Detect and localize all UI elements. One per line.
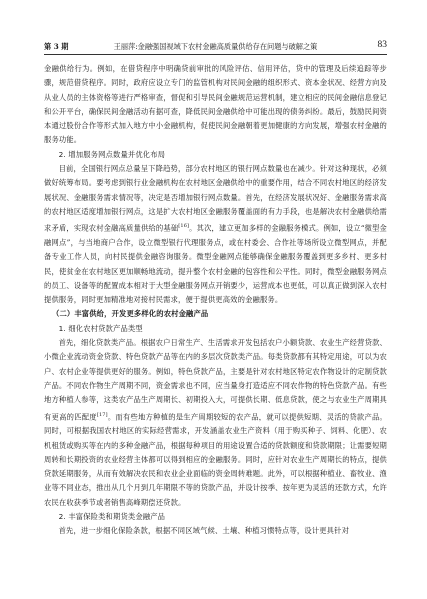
paragraph (44, 336, 387, 510)
paragraph-text: 目前，全国银行网点总量呈下降趋势，部分农村地区的银行网点数量也在减少。针对这种现状，必须做好统筹布局。要考虑到银行业金融机构在农村地区金融供给中的重要作用，结合不同农村地区的经济发展状况、金融服务需求情况等，决定是否增加银行网点数量。首先，在经济发展状况好、金融服务需求高的农村地区适度增加银行网点，这是扩大农村地区金融服务覆盖面的有力手段，也是解决农村金融供给需求矛盾，实现农村金融高质量供给的基础 (44, 164, 387, 233)
paragraph: 首先，进一步细化保险条款，根据不同区域气候、土壤、种植习惯特点等，设计更具针对 (58, 526, 350, 536)
article-body (44, 62, 387, 539)
section-heading: （二）丰富供给，开发更多样化的农村金融产品 (52, 309, 209, 319)
citation-ref: [16] (178, 223, 190, 230)
paragraph: 金融供给行为。例如，在借贷程序中明确贷前审批的风险评估、信用评估，贷中的管理及后续追踪等步骤，规范借贷程序。同时，政府应设立专门的监管机构对民间金融的组织形式、资本金状况、经营方向及从业人员的主体资格等进行严格审查，督促和引导民间金融规范运营机制，建立相应的民间金融信息登记和公开平台，确保民间金融活动有据可查，降低民间金融供给中可能出现的债务纠纷。最后，鼓励民间资本通过股份合作等形式加入地方中小金融机构，促使民间金融朝着更加健康的方向发展，增强农村金融的服务功能。 (44, 64, 387, 145)
issue-number: 第 3 期 (44, 42, 69, 51)
citation-ref: [17] (96, 411, 108, 418)
paragraph-text: 。而有些地方种植的是生产周期较短的农产品，就可以提供短期、灵活的贷款产品。同时，可根据我国农村地区的实际经营需求，开发涵盖农业生产资料（用于购买种子、饲料、化肥）、农机租赁或购买等在内的多种金融产品，根据每种项目的用途设置合适的贷款额度和贷款期限；让需要短期周转和长期投资的农业经营主体都可以得到相应的金融服务。同时，应针对农业生产周期长的特点，提供贷款延期服务，从而有效解决农民和农业企业面临的资金周转难题。此外，可以根据种植业、畜牧业、渔业等不同业态，推出从几个月到几年期限不等的贷款产品，并设计按季、按年更为灵活的还款方式，允许农民在收获季节或者销售高峰期偿还贷款。 (44, 411, 387, 507)
subsection-heading: 2. 增加服务网点数量并优化布局 (58, 149, 166, 159)
paragraph (44, 162, 387, 307)
journal-title: 王丽萍:金融强国视域下农村金融高质量供给存在问题与破解之策 (113, 42, 318, 51)
running-header (44, 40, 387, 55)
paragraph-text: 首先，细化贷款类产品。根据农户日常生产、生活需求开发包括农户小额贷款、农业生产经营贷款、小微企业流动资金贷款、特色贷款产品等在内的多层次贷款类产品。每类贷款都有其特定用途，可以为农户、农村企业等提供更好的服务。例如，特色贷款产品，主要是针对农村地区特定农作物设计的定制贷款产品。不同农作物生产周期不同，资金需求也不同，应当量身打造适应不同农作物的特色贷款产品。有些地方种植人参等，这类农产品生产周期长、初期投入大，可提供长期、低息贷款，使之与农业生产周期具有更高的匹配度 (44, 338, 387, 421)
subsection-heading: 2. 丰富保险类和期货类金融产品 (58, 512, 166, 522)
paragraph-text: 。其次，建立更加多样的金融服务模式。例如，设立“微型金融网点”，与当地商户合作，设立微型银行代理服务点，或在村委会、合作社等场所设立微型网点，并配备专业工作人员，向村民提供金融咨询服务。微型金融网点能够确保金融服务覆盖到更多乡村、更多村民，使贫金在农村地区更加顺畅地流动，提升整个农村金融的包容性和公平性。同时，微型金融服务网点的员工、设备等的配置成本相对于大型金融服务网点开销要少，运营成本也更低，可以真正做到深入农村提供服务，同时更加精准地对接村民需求，便于提供更高效的金融服务。 (44, 223, 388, 305)
page-number: 83 (377, 40, 387, 50)
subsection-heading: 1. 细化农村贷款产品类型 (58, 323, 143, 333)
